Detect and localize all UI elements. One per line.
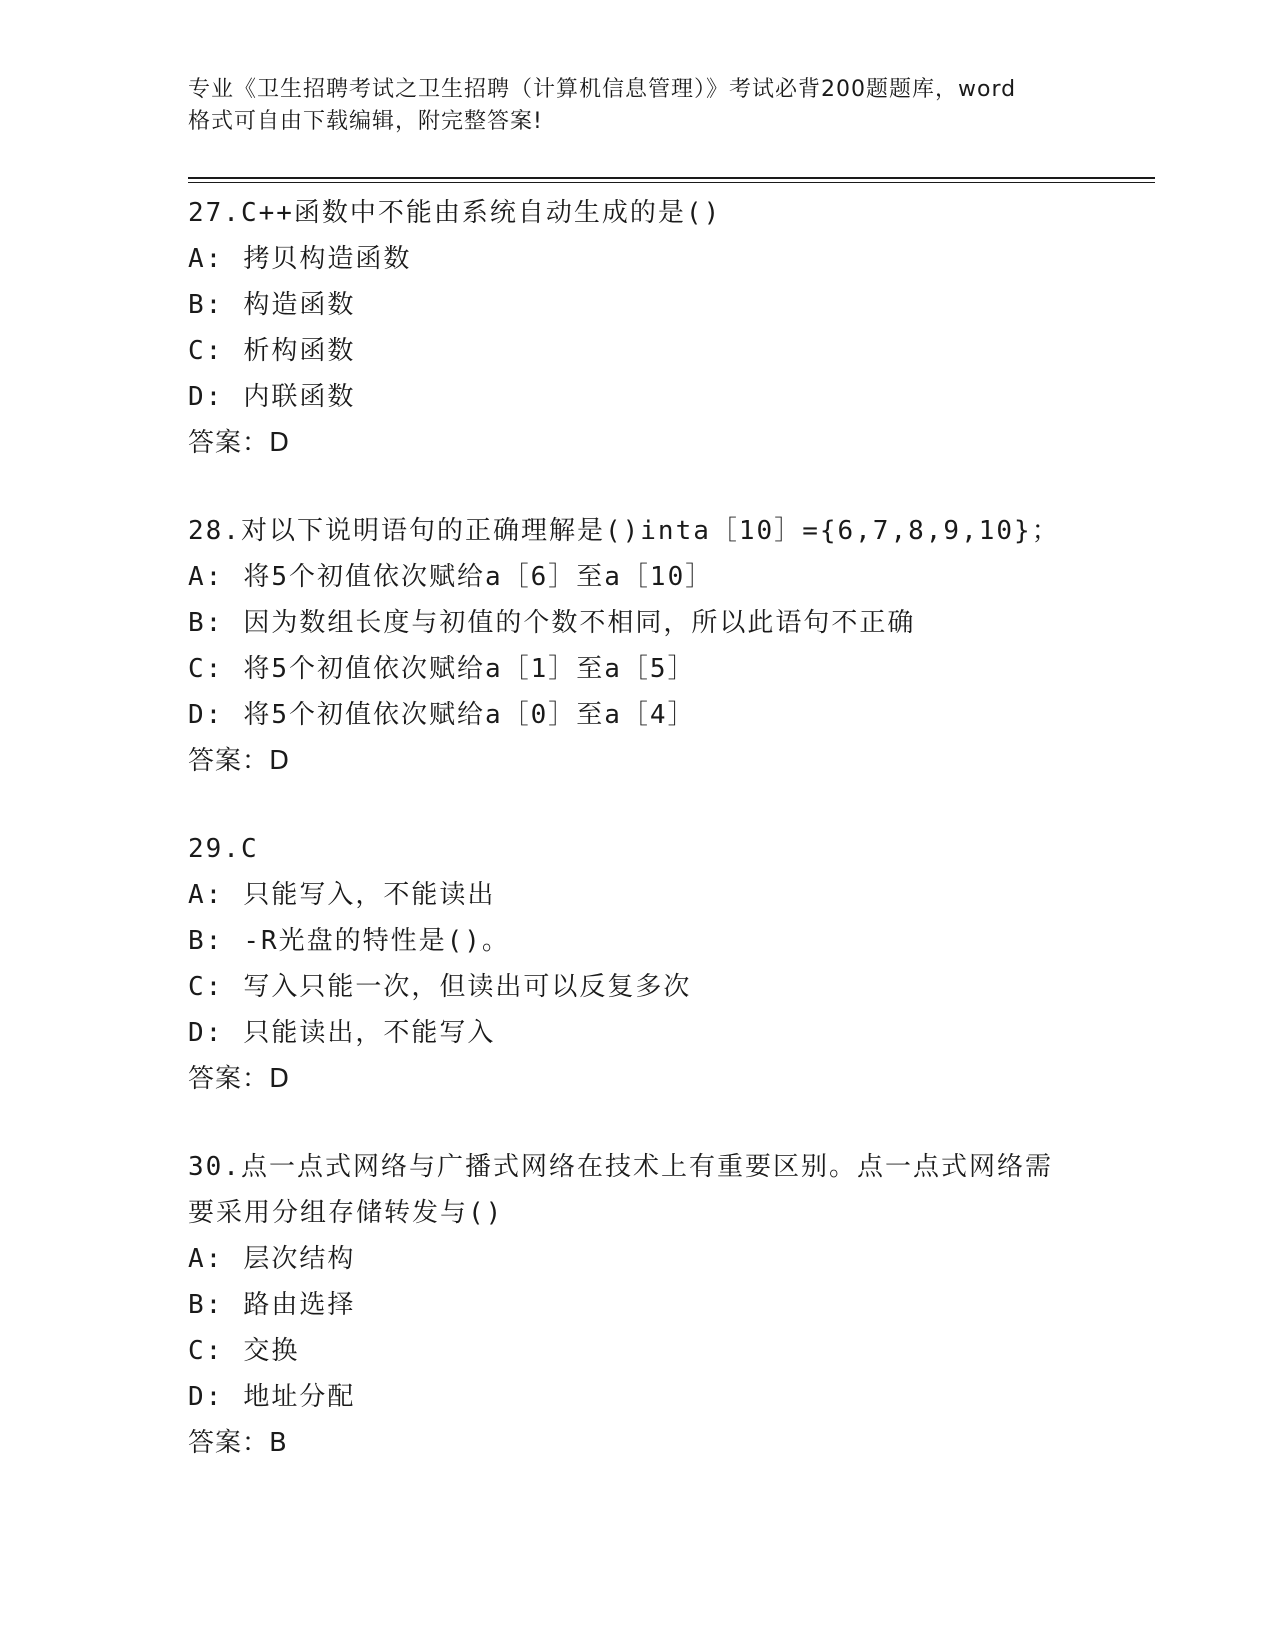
option-key: A: <box>188 1244 224 1274</box>
option-key: C: <box>188 654 224 684</box>
option-text: 将5个初值依次赋给a［1］至a［5］ <box>243 654 696 684</box>
answer: 答案：D <box>188 428 291 458</box>
option-c <box>188 328 1088 374</box>
option-key: A: <box>188 244 224 274</box>
answer: 答案：B <box>188 1428 288 1458</box>
answer: 答案：D <box>188 1064 291 1094</box>
option-d <box>188 1374 1088 1420</box>
option-key: D: <box>188 1382 224 1412</box>
question-27 <box>188 190 1088 466</box>
header-divider-thin <box>188 182 1155 183</box>
option-text: 地址分配 <box>243 1382 356 1412</box>
question-text <box>188 1144 1068 1236</box>
option-text: 构造函数 <box>243 290 356 320</box>
option-d <box>188 374 1088 420</box>
option-text: 因为数组长度与初值的个数不相同，所以此语句不正确 <box>243 608 916 638</box>
option-key: A: <box>188 562 224 592</box>
question-number: 29. <box>188 834 241 864</box>
option-key: B: <box>188 290 224 320</box>
option-key: A: <box>188 880 224 910</box>
option-a <box>188 872 1088 918</box>
option-c <box>188 964 1088 1010</box>
question-text <box>188 508 1068 554</box>
question-29 <box>188 826 1088 1102</box>
question-stem: C <box>240 834 259 864</box>
option-text: -R光盘的特性是()。 <box>243 926 510 956</box>
option-text: 将5个初值依次赋给a［0］至a［4］ <box>243 700 696 730</box>
question-text <box>188 190 1068 236</box>
option-key: B: <box>188 926 224 956</box>
question-28 <box>188 508 1088 784</box>
question-30 <box>188 1144 1088 1466</box>
header-line-2: 格式可自由下载编辑，附完整答案! <box>188 109 543 134</box>
option-text: 只能读出，不能写入 <box>243 1018 496 1048</box>
option-text: 写入只能一次，但读出可以反复多次 <box>243 972 692 1002</box>
option-key: D: <box>188 700 224 730</box>
answer: 答案：D <box>188 746 291 776</box>
question-number: 30. <box>188 1152 241 1182</box>
question-stem: 点一点式网络与广播式网络在技术上有重要区别。点一点式网络需要采用分组存储转发与() <box>188 1152 1053 1228</box>
question-stem: C++函数中不能由系统自动生成的是() <box>240 198 722 228</box>
option-d <box>188 1010 1088 1056</box>
option-b <box>188 282 1088 328</box>
question-number: 27. <box>188 198 241 228</box>
document-header <box>188 74 1088 138</box>
option-text: 交换 <box>243 1336 300 1366</box>
option-text: 只能写入，不能读出 <box>243 880 496 910</box>
option-key: B: <box>188 1290 224 1320</box>
option-key: D: <box>188 1018 224 1048</box>
option-text: 层次结构 <box>243 1244 356 1274</box>
option-key: D: <box>188 382 224 412</box>
option-d <box>188 692 1088 738</box>
option-a <box>188 554 1088 600</box>
question-stem: 对以下说明语句的正确理解是()inta［10］={6,7,8,9,10}； <box>240 516 1060 546</box>
option-key: C: <box>188 1336 224 1366</box>
question-text <box>188 826 1068 872</box>
header-line-1: 专业《卫生招聘考试之卫生招聘（计算机信息管理）》考试必背200题题库，word <box>188 77 1017 102</box>
option-c <box>188 1328 1088 1374</box>
option-b <box>188 918 1088 964</box>
option-b <box>188 600 1088 646</box>
option-c <box>188 646 1088 692</box>
header-divider-thick <box>188 177 1155 179</box>
option-text: 将5个初值依次赋给a［6］至a［10］ <box>243 562 714 592</box>
option-text: 析构函数 <box>243 336 356 366</box>
option-text: 内联函数 <box>243 382 356 412</box>
option-key: C: <box>188 336 224 366</box>
option-key: B: <box>188 608 224 638</box>
option-text: 拷贝构造函数 <box>243 244 412 274</box>
question-list <box>188 190 1088 1508</box>
option-b <box>188 1282 1088 1328</box>
question-number: 28. <box>188 516 241 546</box>
option-a <box>188 236 1088 282</box>
option-a <box>188 1236 1088 1282</box>
option-text: 路由选择 <box>243 1290 356 1320</box>
option-key: C: <box>188 972 224 1002</box>
